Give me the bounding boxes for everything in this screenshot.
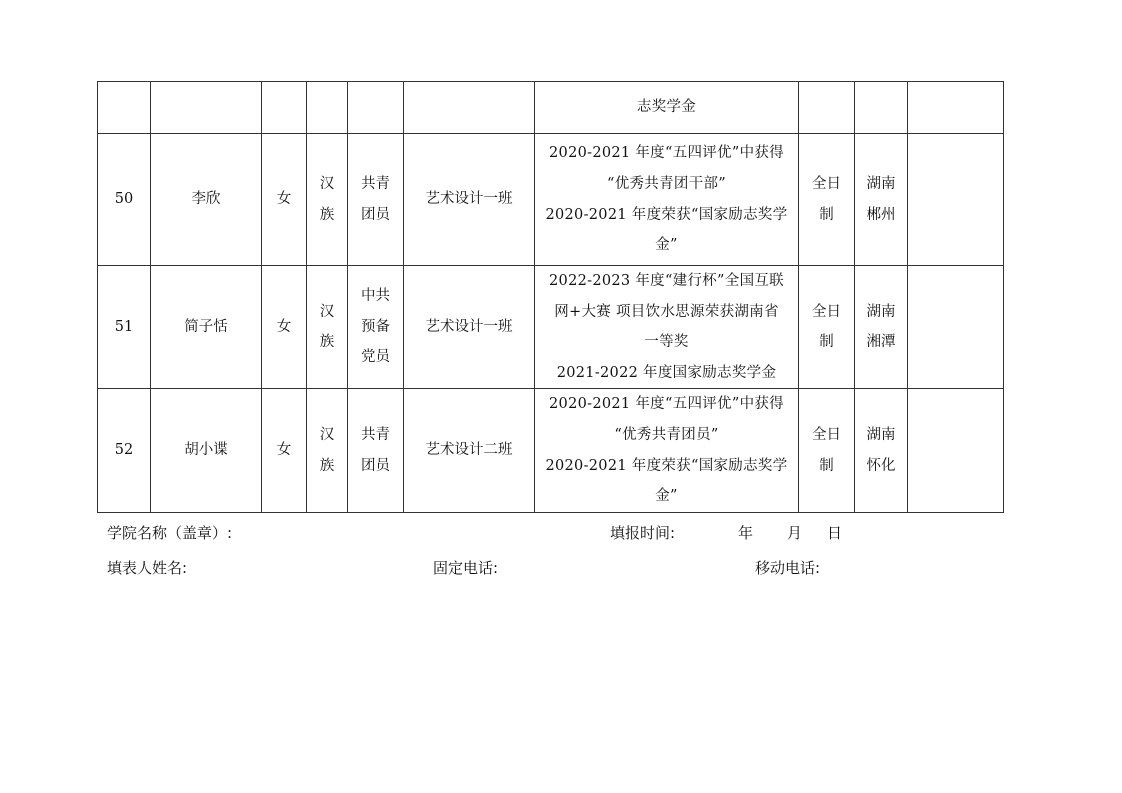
cell-ethnicity: [307, 82, 348, 134]
honor-line: 2020-2021 年度荣获“国家励志奖学: [545, 457, 788, 474]
cell-study-mode: [799, 266, 855, 389]
cell-ethnicity: [307, 389, 348, 512]
cell-politics: [348, 389, 404, 512]
cell-origin: [855, 389, 908, 512]
cell-study-mode: [799, 134, 855, 266]
college-name-label: 学院名称（盖章）:: [107, 524, 233, 542]
table-row: [98, 134, 1004, 266]
cell-gender: [262, 82, 307, 134]
cell-gender: 女: [262, 266, 307, 389]
cell-honors: [535, 389, 799, 512]
cell-study-mode: [799, 82, 855, 134]
study-mode-line: 全日: [812, 426, 841, 443]
cell-gender: 女: [262, 134, 307, 266]
cell-ethnicity: [307, 266, 348, 389]
cell-gender: 女: [262, 389, 307, 512]
table-row: [98, 266, 1004, 389]
politics-line: 团员: [361, 457, 390, 474]
year-label: 年: [738, 524, 754, 542]
honor-line: “优秀共青团干部”: [606, 175, 727, 192]
origin-line: 湘潭: [866, 334, 896, 351]
politics-line: 共青: [361, 426, 390, 443]
honor-line: 2021-2022 年度国家励志奖学金: [556, 364, 777, 381]
cell-no: 51: [98, 266, 151, 389]
cell-study-mode: [799, 389, 855, 512]
study-mode-line: 制: [819, 206, 834, 223]
study-mode-line: 全日: [812, 175, 841, 192]
ethnicity-line: 族: [319, 206, 335, 223]
cell-no: [98, 82, 151, 134]
cell-class: 艺术设计二班: [404, 389, 535, 512]
ethnicity-line: 汉: [319, 426, 335, 443]
cell-no: 52: [98, 389, 151, 512]
cell-class: 艺术设计一班: [404, 134, 535, 266]
honor-line: 网+大赛 项目饮水思源荣获湖南省: [554, 303, 779, 320]
cell-politics: [348, 134, 404, 266]
origin-line: 怀化: [866, 457, 896, 474]
politics-line: 共青: [361, 175, 390, 192]
day-label: 日: [827, 524, 843, 542]
mobile-label: 移动电话:: [755, 559, 821, 577]
cell-no: 50: [98, 134, 151, 266]
politics-line: 预备: [361, 318, 390, 335]
ethnicity-line: 汉: [319, 175, 335, 192]
honor-line: 金”: [655, 488, 678, 505]
student-honor-table: [97, 81, 1004, 513]
honor-line: 2020-2021 年度“五四评优”中获得: [549, 396, 784, 413]
politics-line: 党员: [361, 349, 390, 366]
cell-remark: [908, 82, 1004, 134]
honor-line: 2022-2023 年度“建行杯”全国互联: [549, 273, 784, 289]
study-mode-line: 制: [819, 457, 834, 474]
honor-line: 一等奖: [644, 334, 689, 351]
ethnicity-line: 族: [319, 334, 335, 351]
fill-time-label: 填报时间:: [610, 524, 676, 542]
ethnicity-line: 汉: [319, 303, 335, 320]
cell-name: 胡小谍: [151, 389, 262, 512]
honor-line: 2020-2021 年度“五四评优”中获得: [549, 145, 784, 162]
filler-name-label: 填表人姓名:: [107, 559, 188, 577]
study-mode-line: 全日: [812, 303, 841, 320]
cell-class: [404, 82, 535, 134]
politics-line: 团员: [361, 206, 390, 223]
cell-honor-tail: 志奖学金: [535, 82, 799, 134]
cell-origin: [855, 82, 908, 134]
cell-remark: [908, 389, 1004, 512]
origin-line: 湖南: [866, 175, 896, 192]
cell-remark: [908, 266, 1004, 389]
cell-origin: [855, 266, 908, 389]
month-label: 月: [787, 524, 803, 542]
ethnicity-line: 族: [319, 457, 335, 474]
cell-politics: [348, 82, 404, 134]
honor-line: 金”: [655, 237, 678, 254]
cell-honors: [535, 134, 799, 266]
study-mode-line: 制: [819, 334, 834, 351]
landline-label: 固定电话:: [433, 559, 499, 577]
table-row: [98, 389, 1004, 512]
cell-origin: [855, 134, 908, 266]
origin-line: 湖南: [866, 426, 896, 443]
honor-line: 2020-2021 年度荣获“国家励志奖学: [545, 206, 788, 223]
politics-line: 中共: [361, 288, 390, 305]
cell-ethnicity: [307, 134, 348, 266]
cell-honors: [535, 266, 799, 389]
cell-class: 艺术设计一班: [404, 266, 535, 389]
cell-remark: [908, 134, 1004, 266]
cell-name: [151, 82, 262, 134]
origin-line: 湖南: [866, 303, 896, 320]
table-row-continuation: [98, 82, 1004, 134]
cell-politics: [348, 266, 404, 389]
origin-line: 郴州: [866, 206, 896, 223]
cell-name: 李欣: [151, 134, 262, 266]
cell-name: 简子恬: [151, 266, 262, 389]
honor-line: “优秀共青团员”: [614, 426, 719, 443]
